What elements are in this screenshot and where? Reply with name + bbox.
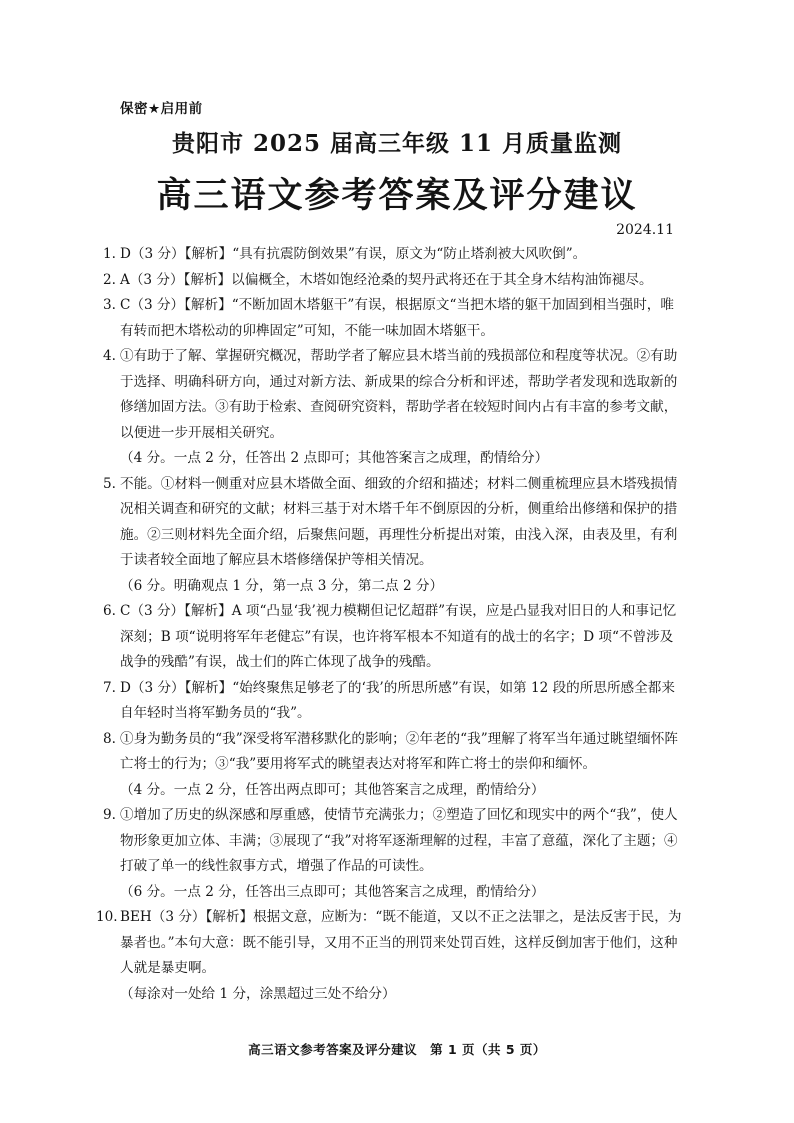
answer-text: D（3 分）【解析】“具有抗震防倒效果”有误，原文为“防止塔刹被大风吹倒”。 [120, 246, 587, 262]
scoring-note: （每涂对一处给 1 分，涂黑超过三处不给分） [120, 985, 396, 1002]
question-number: 10. [96, 909, 118, 925]
answer-text: ①有助于了解、掌握研究概况，帮助学者了解应县木塔当前的残损部位和程度等状况。②有助于选择、明确科研方向，通过对新方法、新成果的综合分析和评述，帮助学者发现和选取新的修缮加固方法。③有助于检索、查阅研究资料，帮助学者在较短时间内占有丰富的参考文献，以便进一步开展相关研究。 [120, 348, 678, 441]
answer-item [96, 905, 686, 982]
answer-text: A（3 分）【解析】以偏概全，木塔如饱经沧桑的契丹武将还在于其全身木结构油饰褪尽。 [120, 271, 653, 288]
answer-item [96, 676, 686, 727]
answer-text: C（3 分）【解析】A 项“凸显‘我’视力模糊但记忆超群”有误，应是凸显我对旧日的人和事记忆深刻；B 项“说明将军年老健忘”有误，也许将军根本不知道有的战士的名字；D 项“不曾涉及战争的残酷”有误，战士们的阵亡体现了战争的残酷。 [120, 603, 677, 670]
question-number: 7. [103, 679, 116, 696]
answer-text: 不能。①材料一侧重对应县木塔做全面、细致的介绍和描述；材料二侧重梳理应县木塔残损情况相关调查和研究的文献；材料三基于对木塔千年不倒原因的分析，侧重给出修缮和保护的措施。②三则材料先全面介绍，后聚焦问题，再理性分析提出对策，由浅入深，由表及里，有利于读者较全面地了解应县木塔修缮保护等相关情况。 [120, 475, 678, 568]
answer-item [96, 472, 686, 574]
scoring-note: （6 分。一点 2 分，任答出三点即可；其他答案言之成理，酌情给分） [120, 883, 545, 900]
question-number: 2. [103, 271, 116, 288]
answer-item [96, 727, 686, 778]
scoring-note: （4 分。一点 2 分，任答出 2 点即可；其他答案言之成理，酌情给分） [120, 450, 549, 466]
question-number: 4. [103, 348, 116, 364]
confidential-label: 保密★启用前 [120, 101, 203, 117]
question-number: 3. [103, 297, 116, 313]
answer-item [96, 344, 686, 446]
answer-text: C（3 分）【解析】“不断加固木塔躯干”有误，根据原文“当把木塔的躯干加固到相当强时，唯有转而把木塔松动的卯榫固定”可知，不能一味加固木塔躯干。 [120, 297, 674, 339]
question-number: 5. [103, 475, 116, 492]
answer-text: ①身为勤务员的“我”深受将军潜移默化的影响；②年老的“我”理解了将军当年通过眺望缅怀阵亡将士的行为；③“我”要用将军式的眺望表达对将军和阵亡将士的崇仰和缅怀。 [120, 730, 678, 772]
answer-item [96, 599, 686, 676]
answer-item [96, 242, 686, 268]
question-number: 6. [103, 603, 116, 619]
answer-item [96, 293, 686, 344]
question-number: 9. [103, 807, 116, 823]
question-number: 8. [103, 730, 116, 747]
answer-item [96, 803, 686, 880]
scoring-note: （6 分。明确观点 1 分，第一点 3 分，第二点 2 分） [120, 577, 444, 594]
answer-text: D（3 分）【解析】“始终聚焦足够老了的‘我’的所思所感”有误，如第 12 段的所思所感全都来自年轻时当将军勤务员的“我”。 [120, 679, 675, 721]
answer-text: BEH（3 分）【解析】根据文意，应断为：“既不能道，又以不正之法罪之，是法反害于民，为暴者也。”本句大意：既不能引导，又用不正当的刑罚来处罚百姓，这样反倒加害于他们，这种人就是暴吏啊。 [120, 909, 682, 976]
exam-title: 贵阳市 2025 届高三年级 11 月质量监测 [171, 130, 623, 157]
page-footer: 高三语文参考答案及评分建议 第 1 页（共 5 页） [248, 1042, 546, 1057]
document-date: 2024.11 [616, 222, 674, 238]
answer-item [96, 268, 686, 294]
answer-list [96, 242, 686, 1007]
question-number: 1. [103, 246, 116, 262]
document-title: 高三语文参考答案及评分建议 [156, 175, 638, 216]
answer-text: ①增加了历史的纵深感和厚重感，使情节充满张力；②塑造了回忆和现实中的两个“我”，使人物形象更加立体、丰满；③展现了“我”对将军逐渐理解的过程，丰富了意蕴，深化了主题；④打破了单一的线性叙事方式，增强了作品的可读性。 [120, 807, 678, 874]
scoring-note: （4 分。一点 2 分，任答出两点即可；其他答案言之成理，酌情给分） [120, 781, 545, 798]
